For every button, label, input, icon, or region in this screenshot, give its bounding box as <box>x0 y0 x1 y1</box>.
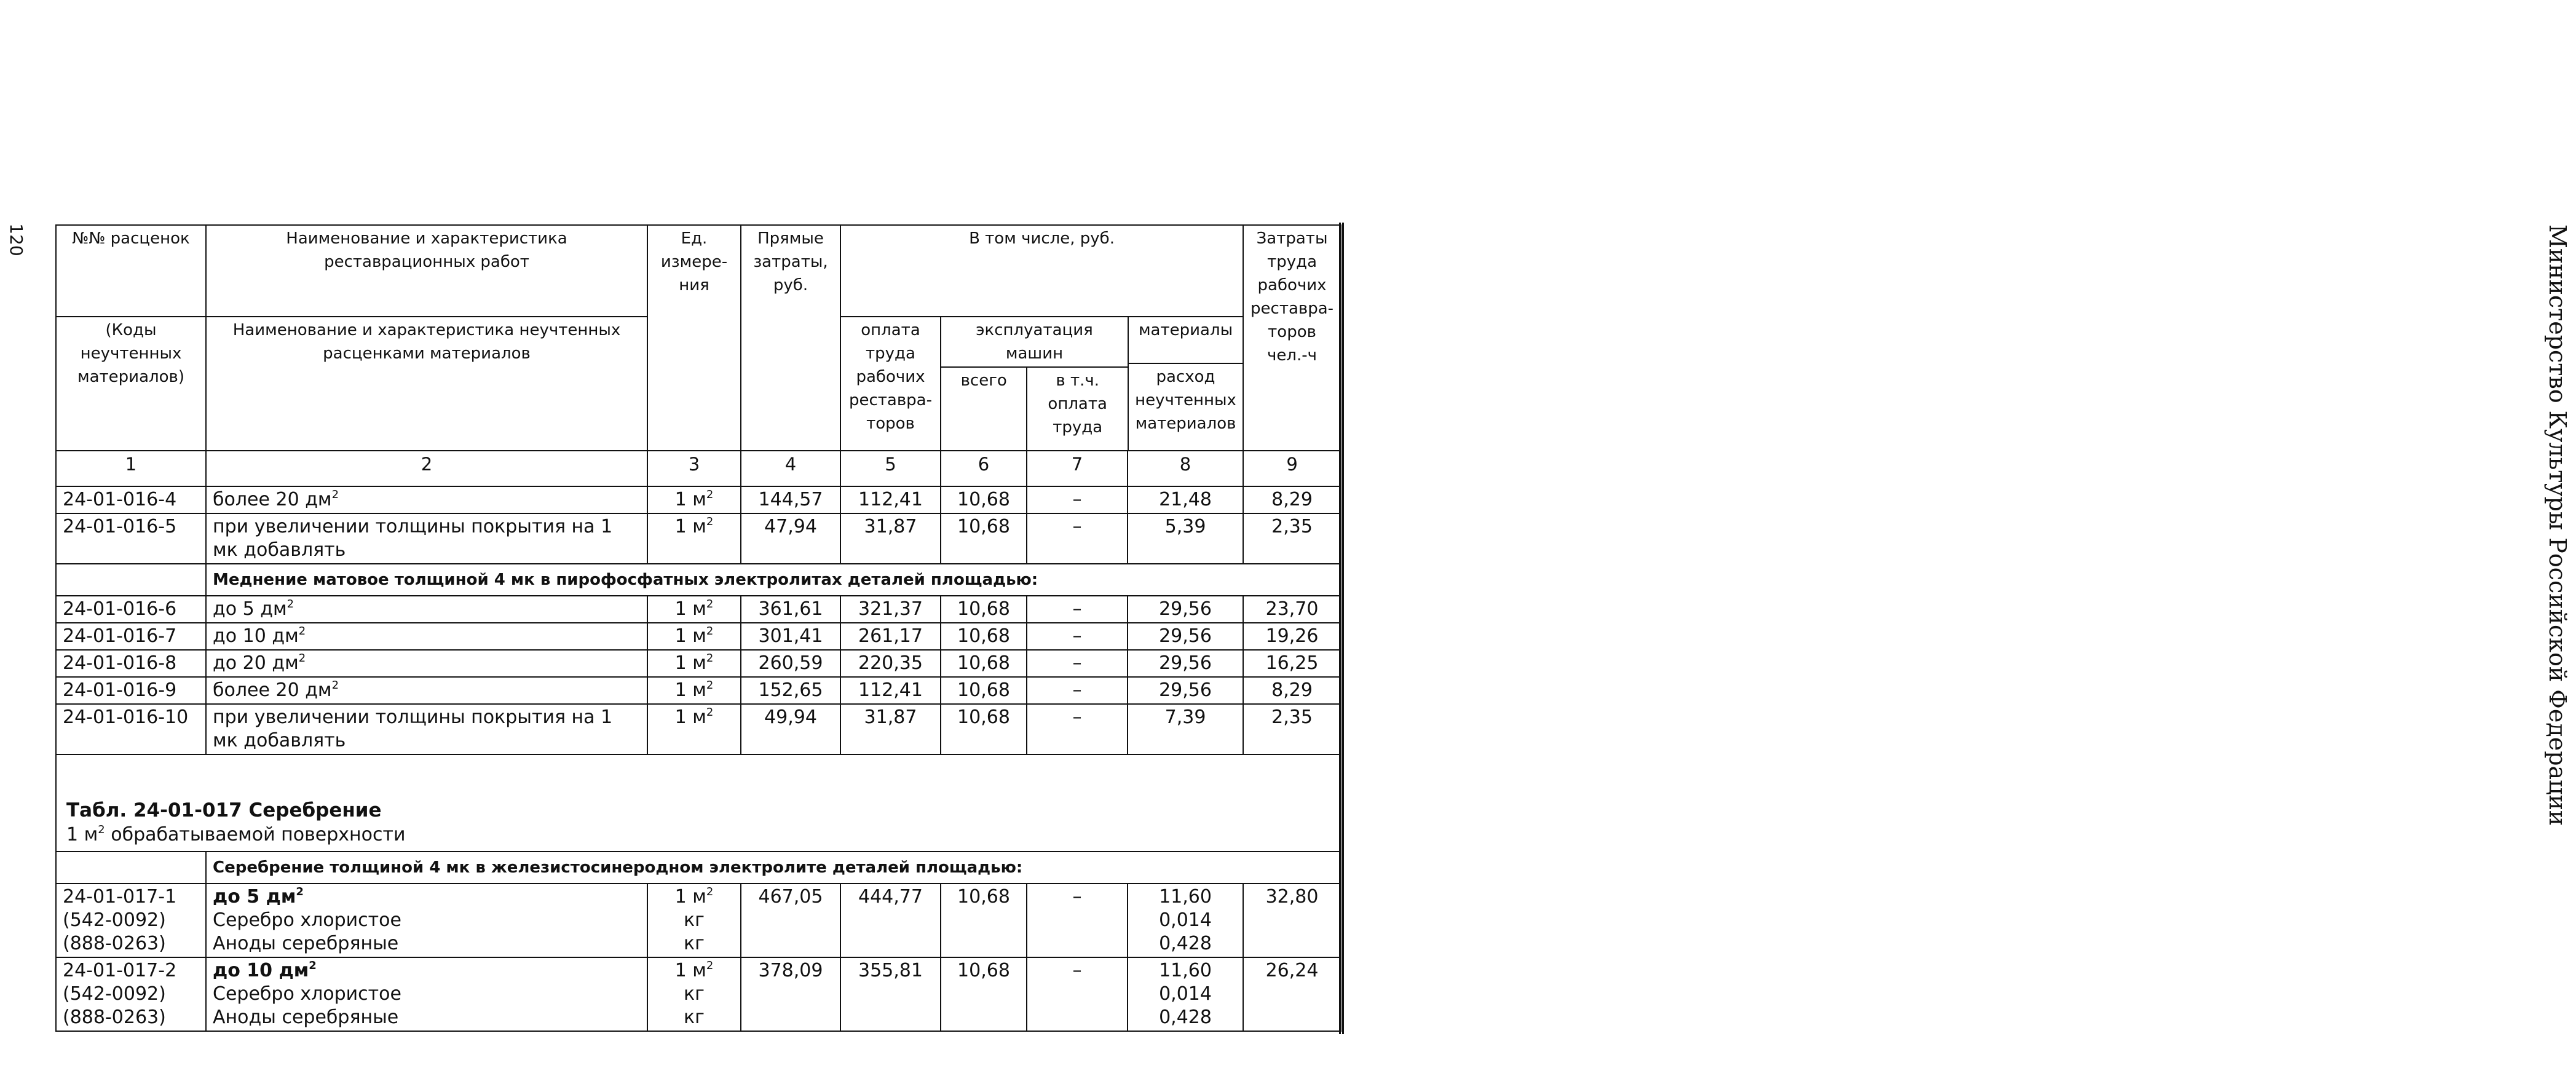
column-number: 8 <box>1128 451 1243 486</box>
rate-code <box>56 486 206 513</box>
rate-code <box>56 513 206 564</box>
direct-cost-value: 152,65 <box>758 679 823 701</box>
direct-cost-value: 144,57 <box>758 489 823 510</box>
direct-cost <box>741 704 840 754</box>
labor-pay <box>840 513 941 564</box>
column-number: 1 <box>56 451 206 486</box>
rate-unit <box>647 884 741 957</box>
materials-value: 11,60 <box>1159 960 1212 981</box>
section-subtitle-sup: 2 <box>98 823 105 836</box>
direct-cost-value: 301,41 <box>758 625 823 647</box>
rate-unit-sup: 2 <box>706 652 714 665</box>
header-materials: материалы <box>1128 317 1243 363</box>
direct-cost <box>741 677 840 704</box>
section-subtitle-pre: 1 м <box>66 824 98 845</box>
machines-total-value: 10,68 <box>957 706 1010 728</box>
material-unit: кг <box>684 983 705 1005</box>
machines-labor-value: – <box>1072 679 1082 701</box>
machines-labor-value: – <box>1072 516 1082 537</box>
machines-total-value: 10,68 <box>957 516 1010 537</box>
labor-hours-value: 32,80 <box>1265 886 1319 908</box>
labor-pay-value: 31,87 <box>864 706 917 728</box>
rate-unit-text: 1 м <box>674 516 706 537</box>
materials <box>1128 650 1243 677</box>
material-consumption: 0,014 <box>1159 983 1212 1005</box>
machines-labor <box>1027 513 1128 564</box>
material-name: Аноды серебряные <box>213 933 399 954</box>
rate-name-text: до 10 дм <box>213 625 299 647</box>
labor-pay <box>840 623 941 650</box>
rate-code-text: 24-01-016-4 <box>63 489 177 510</box>
machines-total <box>941 486 1027 513</box>
labor-pay <box>840 677 941 704</box>
materials-value: 7,39 <box>1164 706 1206 728</box>
materials <box>1128 623 1243 650</box>
direct-cost-value: 361,61 <box>758 598 823 620</box>
materials-value: 29,56 <box>1159 598 1212 620</box>
labor-hours <box>1243 486 1341 513</box>
rate-name <box>206 884 647 957</box>
labor-pay <box>840 957 941 1031</box>
rate-name-text: до 20 дм <box>213 652 299 674</box>
header-direct-costs: Прямые затраты, руб. <box>741 225 840 451</box>
rate-unit <box>647 957 741 1031</box>
direct-cost <box>741 513 840 564</box>
rate-code-text: 24-01-016-7 <box>63 625 177 647</box>
machines-labor <box>1027 623 1128 650</box>
labor-hours <box>1243 704 1341 754</box>
material-code: (888-0263) <box>63 1007 166 1028</box>
rate-name-text: более 20 дм <box>213 489 332 510</box>
column-number: 7 <box>1027 451 1128 486</box>
direct-cost-value: 49,94 <box>764 706 817 728</box>
machines-total-value: 10,68 <box>957 960 1010 981</box>
column-number: 4 <box>741 451 840 486</box>
labor-hours <box>1243 884 1341 957</box>
material-code: (542-0092) <box>63 983 166 1005</box>
materials-value: 29,56 <box>1159 679 1212 701</box>
machines-total <box>941 704 1027 754</box>
rate-name-line <box>213 885 641 909</box>
header-materials-group <box>1128 317 1243 451</box>
machines-total <box>941 513 1027 564</box>
header-machines-labor: в т.ч. оплата труда <box>1027 367 1128 450</box>
section-heading <box>56 754 1341 852</box>
rate-row <box>56 677 1341 704</box>
rate-name <box>206 650 647 677</box>
rate-name-sup: 2 <box>298 652 306 665</box>
machines-total <box>941 677 1027 704</box>
labor-pay-value: 31,87 <box>864 516 917 537</box>
labor-pay-value: 112,41 <box>858 489 923 510</box>
rate-name-text: до 5 дм <box>213 886 296 908</box>
header-codes-unaccounted: (Коды неучтенных материалов) <box>56 317 206 451</box>
material-code: (542-0092) <box>63 909 166 931</box>
header-labor-costs: Затраты труда рабочих реставра-торов чел.-ч <box>1243 225 1341 451</box>
rate-row <box>56 704 1341 754</box>
rate-name-sup: 2 <box>331 488 339 501</box>
machines-labor-value: – <box>1072 625 1082 647</box>
labor-pay-value: 444,77 <box>858 886 923 908</box>
direct-cost-value: 467,05 <box>758 886 823 908</box>
labor-pay-value: 321,37 <box>858 598 923 620</box>
machines-total <box>941 596 1027 623</box>
rate-code <box>56 650 206 677</box>
machines-labor-value: – <box>1072 706 1082 728</box>
rate-unit-sup: 2 <box>706 885 714 898</box>
rate-unit-sup: 2 <box>706 706 714 719</box>
direct-cost <box>741 623 840 650</box>
rate-name <box>206 623 647 650</box>
machines-labor-value: – <box>1072 652 1082 674</box>
rate-row <box>56 623 1341 650</box>
header-name-unaccounted: Наименование и характеристика неучтенных расценками материалов <box>206 317 647 451</box>
machines-labor <box>1027 596 1128 623</box>
rate-unit-sup: 2 <box>706 598 714 611</box>
materials-value: 29,56 <box>1159 625 1212 647</box>
materials-value: 21,48 <box>1159 489 1212 510</box>
group-empty <box>56 564 206 596</box>
rate-unit <box>647 623 741 650</box>
labor-hours-value: 19,26 <box>1265 625 1319 647</box>
rate-code-text: 24-01-017-1 <box>63 886 177 908</box>
column-number: 6 <box>941 451 1027 486</box>
machines-labor-value: – <box>1072 489 1082 510</box>
materials <box>1128 677 1243 704</box>
rate-code <box>56 704 206 754</box>
column-numbers-row <box>56 451 1341 486</box>
rate-code-text: 24-01-016-9 <box>63 679 177 701</box>
material-consumption: 0,428 <box>1159 933 1212 954</box>
rate-name-sup: 2 <box>309 959 317 972</box>
material-consumption: 0,428 <box>1159 1007 1212 1028</box>
direct-cost <box>741 884 840 957</box>
header-including: В том числе, руб. <box>840 225 1243 317</box>
rate-code-text: 24-01-016-6 <box>63 598 177 620</box>
materials <box>1128 884 1243 957</box>
material-name: Серебро хлористое <box>213 909 401 931</box>
rate-row <box>56 650 1341 677</box>
machines-labor <box>1027 957 1128 1031</box>
rate-unit <box>647 677 741 704</box>
machines-labor-value: – <box>1072 960 1082 981</box>
machines-subtable <box>941 317 1128 450</box>
rate-unit <box>647 704 741 754</box>
rate-code-text: 24-01-016-10 <box>63 706 189 728</box>
labor-hours <box>1243 650 1341 677</box>
direct-cost-value: 260,59 <box>758 652 823 674</box>
header-name: Наименование и характеристика реставрационных работ <box>206 225 647 317</box>
rate-name <box>206 704 647 754</box>
rate-unit-text: 1 м <box>674 652 706 674</box>
direct-cost-value: 47,94 <box>764 516 817 537</box>
rate-code <box>56 677 206 704</box>
materials <box>1128 486 1243 513</box>
section-subtitle-post: обрабатываемой поверхности <box>105 824 406 845</box>
machines-labor <box>1027 704 1128 754</box>
rate-unit-sup: 2 <box>706 515 714 528</box>
materials-value: 5,39 <box>1164 516 1206 537</box>
labor-pay <box>840 704 941 754</box>
page-number: 120 <box>6 223 27 256</box>
group-heading-silver <box>206 852 1341 884</box>
labor-hours <box>1243 596 1341 623</box>
labor-pay <box>840 650 941 677</box>
machines-total <box>941 884 1027 957</box>
rate-unit-text: 1 м <box>674 489 706 510</box>
material-code: (888-0263) <box>63 933 166 954</box>
rate-unit-text: 1 м <box>674 886 706 908</box>
rate-unit-text: 1 м <box>674 598 706 620</box>
direct-cost <box>741 957 840 1031</box>
section-title: Табл. 24-01-017 Серебрение <box>66 799 382 821</box>
rate-name-text: до 10 дм <box>213 960 309 981</box>
direct-cost <box>741 650 840 677</box>
rate-row <box>56 957 1341 1031</box>
column-number: 5 <box>840 451 941 486</box>
header-machines: эксплуатация машин <box>941 317 1128 367</box>
rate-name <box>206 957 647 1031</box>
machines-total <box>941 957 1027 1031</box>
materials <box>1128 704 1243 754</box>
header-unit: Ед. измере-ния <box>647 225 741 451</box>
material-name: Серебро хлористое <box>213 983 401 1005</box>
rate-code <box>56 957 206 1031</box>
rate-name-sup: 2 <box>286 598 294 611</box>
rate-unit <box>647 596 741 623</box>
materials <box>1128 596 1243 623</box>
materials-subtable <box>1128 317 1243 450</box>
labor-pay-value: 112,41 <box>858 679 923 701</box>
rate-name-sup: 2 <box>331 679 339 692</box>
labor-hours-value: 8,29 <box>1271 489 1313 510</box>
rate-code-text: 24-01-017-2 <box>63 960 177 981</box>
labor-hours-value: 2,35 <box>1271 706 1313 728</box>
header-code: №№ расценок <box>56 225 206 317</box>
labor-pay-value: 220,35 <box>858 652 923 674</box>
rate-unit-line <box>654 885 734 909</box>
rate-name <box>206 486 647 513</box>
labor-hours <box>1243 677 1341 704</box>
labor-pay <box>840 884 941 957</box>
materials-value: 11,60 <box>1159 886 1212 908</box>
rates-table <box>55 224 1341 1032</box>
machines-labor <box>1027 884 1128 957</box>
rate-unit <box>647 650 741 677</box>
material-unit: кг <box>684 933 705 954</box>
rate-unit <box>647 486 741 513</box>
machines-labor-value: – <box>1072 598 1082 620</box>
header-materials-consumption: расход неучтенных материалов <box>1128 363 1243 450</box>
machines-total-value: 10,68 <box>957 489 1010 510</box>
rate-name <box>206 596 647 623</box>
rate-code-text: 24-01-016-8 <box>63 652 177 674</box>
rate-unit-text: 1 м <box>674 625 706 647</box>
rate-unit-sup: 2 <box>706 488 714 501</box>
labor-hours <box>1243 513 1341 564</box>
material-unit: кг <box>684 1007 705 1028</box>
labor-pay <box>840 596 941 623</box>
machines-labor-value: – <box>1072 886 1082 908</box>
group-heading-silver-text: Серебрение толщиной 4 мк в железистосинеродном электролите деталей площадью: <box>213 858 1023 877</box>
group-heading-copper-row <box>56 564 1341 596</box>
labor-hours-value: 2,35 <box>1271 516 1313 537</box>
column-number: 9 <box>1243 451 1341 486</box>
rate-row <box>56 596 1341 623</box>
header-machines-group <box>941 317 1128 451</box>
rate-name <box>206 677 647 704</box>
direct-cost <box>741 486 840 513</box>
machines-total-value: 10,68 <box>957 679 1010 701</box>
rate-unit-text: 1 м <box>674 960 706 981</box>
group-empty <box>56 852 206 884</box>
materials <box>1128 957 1243 1031</box>
machines-total-value: 10,68 <box>957 625 1010 647</box>
column-number: 3 <box>647 451 741 486</box>
direct-cost <box>741 596 840 623</box>
labor-hours-value: 16,25 <box>1265 652 1319 674</box>
labor-hours-value: 8,29 <box>1271 679 1313 701</box>
labor-hours <box>1243 957 1341 1031</box>
rate-name-text: при увеличении толщины покрытия на 1 мк добавлять <box>213 516 613 561</box>
machines-labor <box>1027 486 1128 513</box>
labor-hours-value: 26,24 <box>1265 960 1319 981</box>
rate-name-text: до 5 дм <box>213 598 287 620</box>
section-subtitle <box>66 823 1332 847</box>
rate-name-sup: 2 <box>296 885 304 898</box>
materials-value: 29,56 <box>1159 652 1212 674</box>
rate-name-line <box>213 959 641 983</box>
header-machines-total: всего <box>941 367 1027 450</box>
rate-name <box>206 513 647 564</box>
rate-code <box>56 884 206 957</box>
section-row <box>56 754 1341 852</box>
labor-hours <box>1243 623 1341 650</box>
rate-code <box>56 623 206 650</box>
machines-total <box>941 650 1027 677</box>
machines-total-value: 10,68 <box>957 598 1010 620</box>
rate-name-text: более 20 дм <box>213 679 332 701</box>
rate-code <box>56 596 206 623</box>
rate-row <box>56 884 1341 957</box>
rate-unit-text: 1 м <box>674 706 706 728</box>
machines-total-value: 10,68 <box>957 652 1010 674</box>
rate-unit-sup: 2 <box>706 959 714 972</box>
labor-pay-value: 261,17 <box>858 625 923 647</box>
labor-pay-value: 355,81 <box>858 960 923 981</box>
rate-unit-sup: 2 <box>706 679 714 692</box>
direct-cost-value: 378,09 <box>758 960 823 981</box>
rate-name-text: при увеличении толщины покрытия на 1 мк добавлять <box>213 706 613 751</box>
rate-row <box>56 513 1341 564</box>
material-consumption: 0,014 <box>1159 909 1212 931</box>
rate-unit-text: 1 м <box>674 679 706 701</box>
rate-unit-line <box>654 959 734 983</box>
rate-code-text: 24-01-016-5 <box>63 516 177 537</box>
rate-name-sup: 2 <box>298 625 306 638</box>
material-unit: кг <box>684 909 705 931</box>
column-number: 2 <box>206 451 647 486</box>
rate-unit-sup: 2 <box>706 625 714 638</box>
running-title: Министерство Культуры Российской Федерации <box>2544 224 2571 826</box>
rate-row <box>56 486 1341 513</box>
machines-labor <box>1027 677 1128 704</box>
machines-total-value: 10,68 <box>957 886 1010 908</box>
machines-labor <box>1027 650 1128 677</box>
material-name: Аноды серебряные <box>213 1007 399 1028</box>
rate-unit <box>647 513 741 564</box>
header-labor-pay: оплата труда рабочих реставра-торов <box>840 317 941 451</box>
group-heading-copper <box>206 564 1341 596</box>
group-heading-silver-row <box>56 852 1341 884</box>
materials <box>1128 513 1243 564</box>
labor-hours-value: 23,70 <box>1265 598 1319 620</box>
machines-total <box>941 623 1027 650</box>
labor-pay <box>840 486 941 513</box>
group-heading-copper-text: Меднение матовое толщиной 4 мк в пирофосфатных электролитах деталей площадью: <box>213 571 1038 589</box>
